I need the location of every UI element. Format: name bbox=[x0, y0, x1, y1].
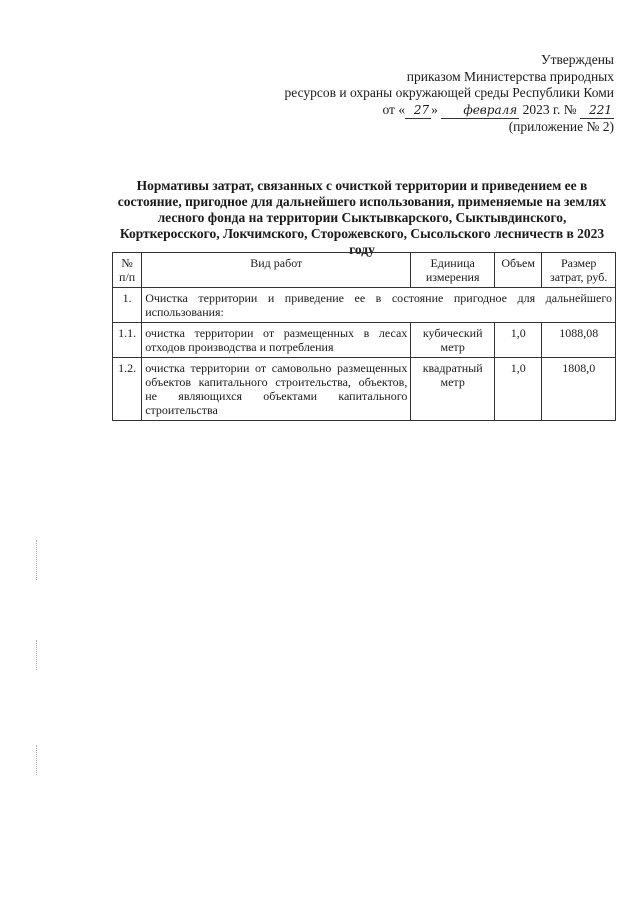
date-month-handwritten: февраля bbox=[441, 102, 519, 120]
scan-margin-mark bbox=[36, 540, 38, 580]
approval-ministry-line-2: ресурсов и охраны окружающей среды Республики Коми bbox=[284, 85, 614, 100]
row-volume: 1,0 bbox=[495, 358, 542, 421]
date-quote-close: » bbox=[431, 101, 438, 117]
approval-date-line bbox=[194, 102, 614, 120]
table-row bbox=[113, 358, 616, 421]
table-header-row bbox=[113, 253, 616, 288]
scan-margin-mark bbox=[36, 745, 38, 775]
row-unit: квадратный метр bbox=[411, 358, 495, 421]
order-number-handwritten: 221 bbox=[580, 102, 614, 120]
row-num: 1.1. bbox=[113, 323, 142, 358]
row-work: очистка территории от размещенных в лесах отходов производства и потребления bbox=[142, 323, 411, 358]
header-work: Вид работ bbox=[142, 253, 411, 288]
date-year: 2023 г. № bbox=[522, 101, 577, 117]
header-cost: Размер затрат, руб. bbox=[542, 253, 616, 288]
date-prefix: от « bbox=[382, 101, 406, 117]
row-volume: 1,0 bbox=[495, 323, 542, 358]
table-section-row bbox=[113, 288, 616, 323]
row-cost: 1808,0 bbox=[542, 358, 616, 421]
appendix-label: (приложение № 2) bbox=[508, 119, 614, 134]
approval-block bbox=[194, 52, 614, 136]
header-unit: Единица измерения bbox=[411, 253, 495, 288]
approval-title: Утверждены bbox=[541, 52, 614, 67]
row-cost: 1088,08 bbox=[542, 323, 616, 358]
table-row bbox=[113, 323, 616, 358]
section-num: 1. bbox=[113, 288, 142, 323]
section-text: Очистка территории и приведение ее в состояние пригодное для дальнейшего использования: bbox=[142, 288, 616, 323]
norms-table bbox=[112, 252, 616, 421]
header-volume: Объем bbox=[495, 253, 542, 288]
date-day-handwritten: 27 bbox=[405, 102, 431, 120]
scan-margin-mark bbox=[36, 640, 38, 670]
row-unit: кубический метр bbox=[411, 323, 495, 358]
row-num: 1.2. bbox=[113, 358, 142, 421]
header-num: № п/п bbox=[113, 253, 142, 288]
document-title: Нормативы затрат, связанных с очисткой территории и приведением ее в состояние, пригодное для дальнейшего использования, применяемые на землях лесного фонда на территории Сыктывкарского, Сыктывдинского, Корткеросского, Локчимского, Сторожевского, Сысольского лесничеств в 2023 году bbox=[117, 178, 607, 257]
row-work: очистка территории от самовольно размещенных объектов капитального строительства, объектов, не являющихся объектами капитального строительства bbox=[142, 358, 411, 421]
approval-ministry-line: приказом Министерства природных bbox=[406, 68, 614, 84]
